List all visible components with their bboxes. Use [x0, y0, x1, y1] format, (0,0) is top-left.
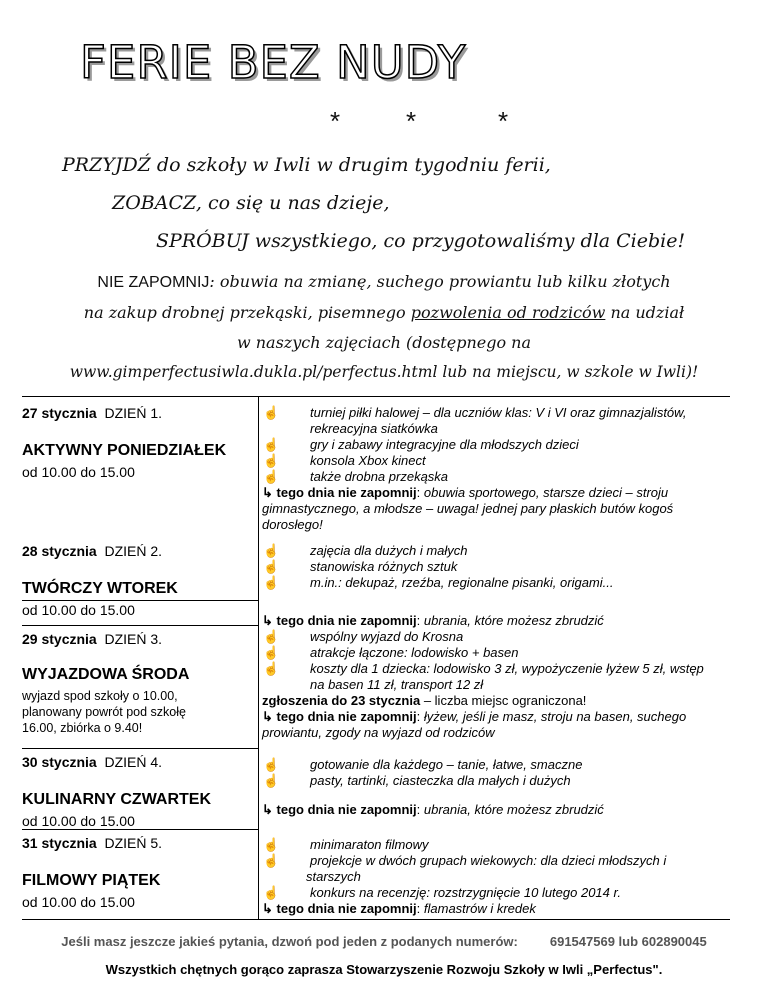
reminder-note-continued — [262, 725, 730, 741]
phone-numbers[interactable]: 691547569 lub 602890045 — [549, 934, 707, 949]
day-1-name: AKTYWNY PONIEDZIAŁEK — [22, 442, 227, 459]
note-text: gimnastycznego, a młodsze – uwaga! jednej pary płaskich butów kogoś — [262, 501, 674, 516]
row-divider — [22, 625, 258, 626]
row-divider — [22, 829, 258, 830]
list-item — [262, 629, 730, 645]
decorative-stars — [0, 108, 768, 138]
item-text: także drobna przekąska — [310, 469, 449, 484]
item-text: minimaraton filmowy — [310, 837, 429, 852]
day-2 — [22, 543, 258, 618]
pointing-hand-icon: ☝ — [263, 853, 280, 868]
day-1 — [22, 405, 258, 480]
day-2-name: TWÓRCZY WTOREK — [22, 580, 178, 597]
note-text: flamastrów i kredek — [423, 901, 536, 916]
reminder-note: ↳ tego dnia nie zapomnij: obuwia sportowego, starsze dzieci – stroju — [262, 485, 669, 500]
item-text: m.in.: dekupaż, rzeźba, regionalne pisanki, origami... — [310, 575, 614, 590]
day-5-head — [22, 835, 258, 851]
activities-day-2-note — [262, 613, 730, 629]
intro-rest-3: wszystkiego, co przygotowaliśmy dla Ciebie! — [248, 230, 686, 252]
list-item — [262, 661, 730, 677]
list-item-continued: rekreacyjna siatkówka — [310, 421, 438, 436]
activities-day-4 — [262, 757, 730, 789]
asterisk-icon: * — [498, 106, 509, 136]
item-text: turniej piłki halowej – dla uczniów klas: V i VI oraz gimnazjalistów, — [310, 405, 687, 420]
item-text: wspólny wyjazd do Krosna — [310, 629, 464, 644]
note-label: tego dnia nie zapomnij — [276, 802, 417, 817]
reminder-line-3: w naszych zajęciach (dostępnego na — [236, 333, 532, 352]
item-text: konkurs na recenzję: rozstrzygnięcie 10 lutego 2014 r. — [310, 885, 621, 900]
list-item — [262, 453, 730, 469]
day-4-date: 30 stycznia — [22, 754, 97, 770]
parental-consent-link[interactable]: pozwolenia od rodziców — [410, 303, 606, 322]
contact-line — [0, 934, 768, 949]
intro-rest-1: do szkoły w Iwli w drugim tygodniu ferii, — [150, 154, 551, 176]
list-item — [262, 885, 730, 901]
reminder-text-1: : obuwia na zmianę, suchego prowiantu lub kilku złotych — [209, 272, 671, 291]
item-text: atrakcje łączone: lodowisko + basen — [310, 645, 519, 660]
pointing-hand-icon: ☝ — [263, 405, 280, 420]
day-3-extra-3: 16.00, zbiórka o 9.40! — [22, 721, 143, 735]
invitation-line: Wszystkich chętnych gorąco zaprasza Stowarzyszenie Rozwoju Szkoły w Iwli „Perfectus". — [105, 962, 663, 977]
day-5 — [22, 835, 258, 910]
pointing-hand-icon: ☝ — [263, 837, 280, 852]
intro-strong-3: SPRÓBUJ — [156, 230, 249, 252]
list-item — [262, 773, 730, 789]
day-4-label: DZIEŃ 4. — [104, 754, 163, 770]
day-1-date: 27 stycznia — [22, 405, 97, 421]
note-label: tego dnia nie zapomnij — [276, 613, 417, 628]
intro-line-1 — [62, 154, 551, 176]
day-5-name: FILMOWY PIĄTEK — [22, 872, 161, 889]
contact-question: Jeśli masz jeszcze jakieś pytania, dzwoń pod jeden z podanych numerów: — [61, 934, 518, 949]
reminder-text-2a: na zakup drobnej przekąski, pisemnego — [83, 303, 411, 322]
day-3-extra-1: wyjazd spod szkoły o 10.00, — [22, 689, 178, 703]
reminder-url[interactable]: www.gimperfectusiwla.dukla.pl/perfectus.html lub na miejscu, w szkole w Iwli)! — [69, 363, 699, 381]
intro-strong-1: PRZYJDŹ — [62, 154, 151, 176]
reminder-note-continued — [262, 517, 730, 533]
column-divider — [258, 397, 259, 919]
item-text: projekcje w dwóch grupach wiekowych: dla dzieci młodszych i — [310, 853, 667, 868]
arrow-icon: ↳ — [262, 709, 273, 724]
note-text: prowiantu, zgody na wyjazd od rodziców — [262, 725, 495, 740]
activities-day-4-note — [262, 802, 730, 818]
day-4-head — [22, 754, 258, 770]
day-3-extra-2: planowany powrót pod szkołę — [22, 705, 186, 719]
item-text: gotowanie dla każdego – tanie, łatwe, smaczne — [310, 757, 583, 772]
registration-deadline: zgłoszenia do 23 stycznia — [262, 693, 421, 708]
day-2-date: 28 stycznia — [22, 543, 97, 559]
item-text: pasty, tartinki, ciasteczka dla małych i dużych — [310, 773, 571, 788]
reminder-note: ↳ tego dnia nie zapomnij: ubrania, które możesz zbrudzić — [262, 613, 604, 628]
list-item — [262, 757, 730, 773]
activities-day-3 — [262, 629, 730, 741]
day-4 — [22, 754, 258, 829]
day-4-name: KULINARNY CZWARTEK — [22, 791, 212, 808]
pointing-hand-icon: ☝ — [263, 543, 280, 558]
list-item-continued: na basen 11 zł, transport 12 zł — [310, 677, 484, 692]
intro-line-3 — [156, 230, 685, 252]
pointing-hand-icon: ☝ — [263, 645, 280, 660]
arrow-icon: ↳ — [262, 485, 273, 500]
page-title: FERIE BEZ NUDY — [80, 36, 467, 89]
day-2-head — [22, 543, 258, 559]
day-3-label: DZIEŃ 3. — [104, 631, 163, 647]
arrow-icon: ↳ — [262, 901, 273, 916]
day-3 — [22, 631, 258, 736]
day-5-time: od 10.00 do 15.00 — [22, 894, 135, 910]
row-divider — [22, 748, 258, 749]
pointing-hand-icon: ☝ — [263, 469, 280, 484]
reminder-strong: NIE ZAPOMNIJ — [97, 274, 210, 291]
reminder-note-continued — [262, 501, 730, 517]
pointing-hand-icon: ☝ — [263, 559, 280, 574]
item-text: stanowiska różnych sztuk — [310, 559, 458, 574]
note-text: obuwia sportowego, starsze dzieci – stroju — [423, 485, 669, 500]
intro-line-2 — [112, 192, 389, 214]
asterisk-icon: * — [330, 106, 341, 136]
reminder-line-1 — [0, 272, 768, 292]
day-4-time: od 10.00 do 15.00 — [22, 813, 135, 829]
reminder-note: ↳ tego dnia nie zapomnij: ubrania, które możesz zbrudzić — [262, 802, 604, 817]
note-label: tego dnia nie zapomnij — [276, 901, 417, 916]
day-3-name: WYJAZDOWA ŚRODA — [22, 666, 190, 683]
registration-note — [262, 693, 730, 709]
reminder-text-2b: na udział — [605, 303, 685, 322]
intro-strong-2: ZOBACZ — [112, 192, 196, 214]
list-item — [262, 575, 730, 591]
registration-text: – liczba miejsc ograniczona! — [420, 693, 587, 708]
day-2-label: DZIEŃ 2. — [104, 543, 163, 559]
arrow-icon: ↳ — [262, 802, 273, 817]
table-bottom-border — [22, 919, 730, 920]
note-text: ubrania, które możesz zbrudzić — [423, 613, 604, 628]
day-5-date: 31 stycznia — [22, 835, 97, 851]
list-item — [262, 437, 730, 453]
activities-day-1 — [262, 405, 730, 533]
list-item — [262, 559, 730, 575]
asterisk-icon: * — [406, 106, 417, 136]
reminder-note: ↳ tego dnia nie zapomnij: flamastrów i kredek — [262, 901, 536, 916]
list-item — [262, 405, 730, 421]
reminder-note: ↳ tego dnia nie zapomnij: łyżew, jeśli je masz, stroju na basen, suchego — [262, 709, 687, 724]
note-text: dorosłego! — [262, 517, 323, 532]
item-text: koszty dla 1 dziecka: lodowisko 3 zł, wypożyczenie łyżew 5 zł, wstęp — [310, 661, 704, 676]
schedule-table — [22, 396, 730, 919]
list-item — [262, 543, 730, 559]
item-text: konsola Xbox kinect — [310, 453, 426, 468]
list-item — [262, 645, 730, 661]
pointing-hand-icon: ☝ — [263, 575, 280, 590]
pointing-hand-icon: ☝ — [263, 453, 280, 468]
day-3-head — [22, 631, 258, 647]
intro-rest-2: , co się u nas dzieje, — [195, 192, 390, 214]
pointing-hand-icon: ☝ — [263, 757, 280, 772]
pointing-hand-icon: ☝ — [263, 885, 280, 900]
reminder-line-2 — [0, 303, 768, 322]
note-label: tego dnia nie zapomnij — [276, 709, 417, 724]
activities-day-5 — [262, 837, 730, 917]
day-5-label: DZIEŃ 5. — [104, 835, 163, 851]
note-text: ubrania, które możesz zbrudzić — [423, 802, 604, 817]
list-item — [262, 837, 730, 853]
item-text: gry i zabawy integracyjne dla młodszych dzieci — [310, 437, 579, 452]
note-label: tego dnia nie zapomnij — [276, 485, 417, 500]
note-text: łyżew, jeśli je masz, stroju na basen, suchego — [423, 709, 687, 724]
day-3-date: 29 stycznia — [22, 631, 97, 647]
pointing-hand-icon: ☝ — [263, 661, 280, 676]
list-item — [262, 853, 730, 869]
item-text: zajęcia dla dużych i małych — [310, 543, 468, 558]
arrow-icon: ↳ — [262, 613, 273, 628]
day-1-head — [22, 405, 258, 421]
pointing-hand-icon: ☝ — [263, 773, 280, 788]
day-1-time: od 10.00 do 15.00 — [22, 464, 135, 480]
pointing-hand-icon: ☝ — [263, 629, 280, 644]
day-1-label: DZIEŃ 1. — [104, 405, 163, 421]
pointing-hand-icon: ☝ — [263, 437, 280, 452]
activities-day-2 — [262, 543, 730, 591]
list-item-continued: starszych — [306, 869, 361, 884]
day-2-time: od 10.00 do 15.00 — [22, 602, 135, 618]
list-item — [262, 469, 730, 485]
